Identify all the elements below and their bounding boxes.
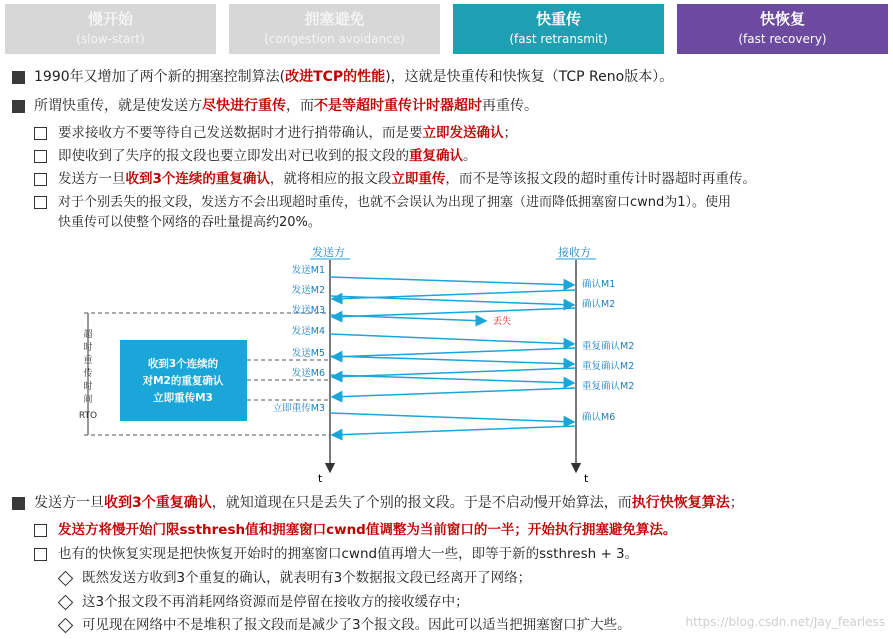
sub-point-emphasis: 收到3个连续的重复确认 [125,171,270,187]
timeline-svg [0,240,893,490]
checkbox-bullet-icon [34,127,47,140]
ack-arrow-m1 [332,290,576,299]
recovery-emphasis-1: 收到3个重复确认 [104,495,212,511]
note-line-1: 收到3个连续的 [147,358,219,370]
bullet-square-icon [12,100,25,113]
recovery-paragraph [34,494,744,513]
receiver-label: 接收方 [558,246,591,259]
recovery-sub-point-2: 也有的快恢复实现是把快恢复开始时的拥塞窗口cwnd值再增大一些，即等于新的ssthresh + 3。 [58,546,639,562]
tab-title: 慢开始 [87,10,133,28]
sub-point-text-end: ； [503,125,517,141]
rto-char: 重 [83,356,93,366]
recovery-text: 发送方一旦 [34,495,104,511]
definition-emphasis-2: 不是等超时重传计时器超时 [314,98,482,114]
tab-subtitle: (fast retransmit) [509,32,608,46]
definition-text-end: 再重传。 [482,98,538,114]
checkbox-bullet-icon [34,173,47,186]
sub-point-emphasis: 重复确认 [409,148,463,164]
checkbox-bullet-icon [34,196,47,209]
sub-point-emphasis-2: 立即重传 [391,171,446,187]
rto-char: 超 [83,330,93,340]
intro-emphasis: 改进TCP的性能 [285,69,386,85]
send-arrow-m5 [330,356,574,364]
tab-title: 快重传 [535,10,581,28]
definition-emphasis-1: 尽快进行重传 [202,98,286,114]
diamond-bullet-icon [58,618,74,634]
algorithm-tab-bar [0,4,893,58]
ack-arrow-m6 [332,426,576,435]
ack-label: 重复确认M2 [582,381,635,392]
ack-label: 重复确认M2 [582,341,635,352]
rto-char: 传 [83,369,93,379]
bullet-square-icon [12,497,25,510]
tab-title: 拥塞避免 [304,10,365,28]
recovery-detail-3: 可见现在网络中不是堆积了报文段而是减少了3个报文段。因此可以适当把拥塞窗口扩大些。 [82,617,631,633]
send-label: 发送M2 [291,285,325,296]
intro-text-end: )，这就是快重传和快恢复（TCP Reno版本）。 [385,69,674,85]
tab-congestion-avoidance[interactable] [229,4,440,54]
sub-point-text: 发送方一旦 [58,171,126,187]
checkbox-bullet-icon [34,548,47,561]
sub-point-emphasis: 立即发送确认 [422,125,504,141]
recovery-text-end: ； [729,495,744,511]
send-label: 发送M3 [291,305,325,316]
tab-slow-start[interactable] [5,4,216,54]
definition-paragraph [34,97,538,116]
lost-label: 丢失 [493,317,512,327]
send-arrow-m3-retransmit [330,413,574,422]
dup-ack-arrow-2 [332,368,576,377]
sub-point-text: 即使收到了失序的报文段也要立即发出对已收到的报文段的 [58,148,409,164]
rto-char: RTO [78,411,98,421]
tab-title: 快恢复 [759,10,805,28]
tab-fast-retransmit[interactable] [453,4,664,54]
intro-text: 1990年又增加了两个新的拥塞控制算法( [34,69,286,85]
dup-ack-arrow-3 [332,388,576,397]
sub-point-4-line-1: 对于个别丢失的报文段，发送方不会出现超时重传，也就不会误认为出现了拥塞（进而降低拥塞窗口cwnd为1）。使用 [58,195,732,210]
sender-time-label: t [318,472,323,485]
sub-point-1 [58,124,517,143]
recovery-text-mid: ，就知道现在只是丢失了个别的报文段。于是不启动慢开始算法，而 [211,495,632,511]
sub-point-text-mid: ，就将相应的报文段 [269,171,392,187]
watermark: https://blog.csdn.net/Jay_fearless [685,615,885,629]
send-arrow-m1 [330,277,574,285]
sub-point-text-end: 。 [463,148,477,164]
send-label: 发送M1 [291,265,325,276]
recovery-emphasis-2: 执行快恢复算法 [631,495,730,511]
tab-subtitle: (congestion avoidance) [264,32,405,46]
send-arrow-m4 [330,334,574,344]
bullet-square-icon [12,71,25,84]
send-label: 发送M5 [291,348,325,359]
ack-arrow-m2 [332,308,576,317]
ack-label: 确认M6 [582,412,616,423]
definition-text: 所谓快重传，就是使发送方 [34,98,202,114]
note-line-3: 立即重传M3 [153,392,213,404]
ack-label: 确认M2 [582,299,616,310]
sub-point-4-line-2: 快重传可以使整个网络的吞吐量提高约20%。 [58,215,321,230]
note-line-2: 对M2的重复确认 [142,375,224,387]
dup-ack-arrow-1 [332,348,576,357]
send-label: 立即重传M3 [272,403,325,414]
intro-paragraph [34,68,673,87]
checkbox-bullet-icon [34,150,47,163]
tab-subtitle: (slow-start) [76,32,145,46]
rto-char: 时 [83,382,93,392]
recovery-detail-2: 这3个报文段不再消耗网络资源而是停留在接收方的接收缓存中； [82,594,469,610]
diamond-bullet-icon [58,571,74,587]
recovery-sub-point-1: 发送方将慢开始门限ssthresh值和拥塞窗口cwnd值调整为当前窗口的一半；开始执行拥塞避免算法。 [58,522,677,538]
sub-point-2 [58,147,477,166]
definition-text-mid: ，而 [286,98,314,114]
ack-label: 确认M1 [582,279,616,290]
tab-fast-recovery[interactable] [677,4,888,54]
receiver-time-label: t [584,472,589,485]
fast-retransmit-diagram [0,240,893,490]
sub-point-text: 要求接收方不要等待自己发送数据时才进行捎带确认，而是要 [58,125,423,141]
sub-point-3 [58,170,756,189]
sender-label: 发送方 [312,246,345,259]
sub-point-text-end: ，而不是等该报文段的超时重传计时器超时再重传。 [445,171,756,187]
rto-char: 时 [83,343,93,353]
ack-label: 重复确认M2 [582,361,635,372]
checkbox-bullet-icon [34,524,47,537]
send-label: 发送M6 [291,368,325,379]
tab-subtitle: (fast recovery) [738,32,827,46]
recovery-detail-1: 既然发送方收到3个重复的确认，就表明有3个数据报文段已经离开了网络； [82,570,532,586]
diamond-bullet-icon [58,595,74,611]
rto-char: 间 [83,395,93,405]
send-label: 发送M4 [291,326,325,337]
